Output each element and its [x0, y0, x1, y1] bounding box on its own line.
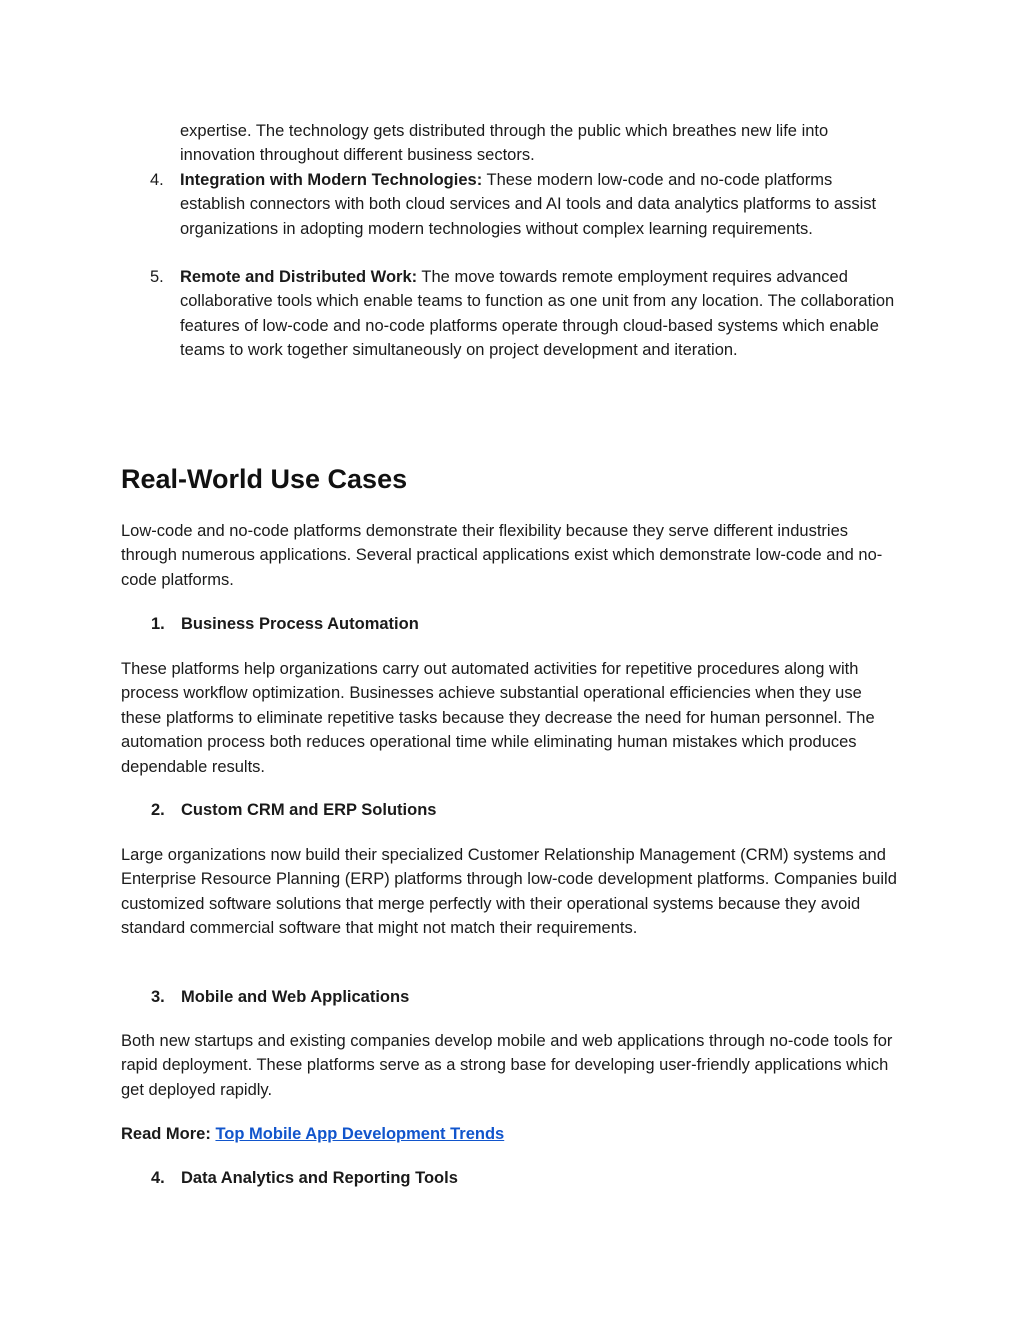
section-heading: Real-World Use Cases: [121, 464, 408, 494]
use-case-title: Business Process Automation: [181, 615, 419, 633]
use-case-title: Custom CRM and ERP Solutions: [181, 801, 437, 819]
use-case-heading-2: [121, 798, 901, 822]
use-case-heading-3: [121, 985, 901, 1009]
use-case-heading-1: [121, 612, 901, 636]
use-case-number: 2.: [151, 801, 165, 819]
use-case-heading-4: [121, 1166, 901, 1190]
list-number: 5.: [150, 268, 164, 286]
list-number: 4.: [150, 171, 164, 189]
use-case-number: 4.: [151, 1169, 165, 1187]
use-case-paragraph-3: Both new startups and existing companies develop mobile and web applications through no-code tools for rapid deployment. These platforms serve as a strong base for developing user-friendly applications which get deployed rapidly.: [121, 1032, 893, 1099]
intro-paragraph: Low-code and no-code platforms demonstrate their flexibility because they serve different industries through numerous applications. Several practical applications exist which demonstrate low-code and no-code platforms.: [121, 522, 883, 589]
list-item-title: Integration with Modern Technologies:: [180, 171, 483, 189]
use-case-paragraph-1: These platforms help organizations carry out automated activities for repetitive procedures along with process workflow optimization. Businesses achieve substantial operational efficiencies when they use these platforms to eliminate repetitive tasks because they decrease the need for human personnel. The automation process both reduces operational time while eliminating human mistakes which produces dependable results.: [121, 660, 875, 776]
list-item-text: These modern low-code and no-code platforms establish connectors with both cloud services and AI tools and data analytics platforms to assist organizations in adopting modern technologies without complex learning requirements.: [180, 171, 877, 238]
list-item-remote-work: [121, 265, 901, 363]
use-case-number: 3.: [151, 988, 165, 1006]
use-case-number: 1.: [151, 615, 165, 633]
list-item-text: The move towards remote employment requires advanced collaborative tools which enable teams to function as one unit from any location. The collaboration features of low-code and no-code platforms operate through cloud-based systems which enable teams to work together simultaneously on project development and iteration.: [180, 268, 895, 360]
use-case-title: Mobile and Web Applications: [181, 988, 410, 1006]
use-case-paragraph-2: Large organizations now build their specialized Customer Relationship Management (CRM) systems and Enterprise Resource Planning (ERP) platforms through low-code development platforms. Companies build customized software solutions that merge perfectly with their operational systems because they avoid standard commercial software that might not match their requirements.: [121, 846, 897, 938]
list-item-title: Remote and Distributed Work:: [180, 268, 418, 286]
read-more-label: Read More:: [121, 1125, 211, 1143]
list-item-integration: [121, 168, 901, 241]
read-more-link[interactable]: Top Mobile App Development Trends: [215, 1125, 505, 1143]
list-item-continuation: expertise. The technology gets distributed through the public which breathes new life into innovation throughout different business sectors.: [180, 122, 829, 165]
read-more: [121, 1122, 901, 1146]
use-case-title: Data Analytics and Reporting Tools: [181, 1169, 458, 1187]
